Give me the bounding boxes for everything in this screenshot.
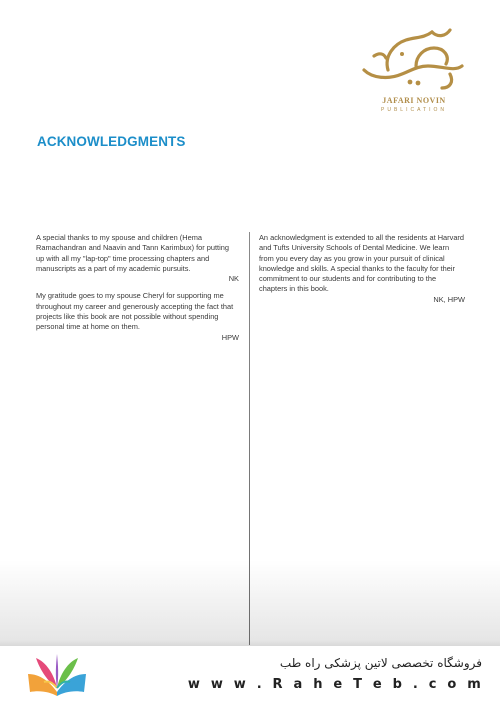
left-column xyxy=(36,233,239,343)
book-logo-icon xyxy=(24,652,90,698)
page-title: ACKNOWLEDGMENTS xyxy=(37,134,186,149)
publisher-name: JAFARI NOVIN xyxy=(382,96,446,105)
acknowledgment-paragraph: An acknowledgment is extended to all the residents at Harvard and Tufts University Schools of Dental Medicine. We learn from you every day as you grow in your pursuit of clinical knowledge and skills. A special thanks to the faculty for their commitment to our students and for contributing to the chapters in this book. xyxy=(259,233,464,294)
right-column xyxy=(259,233,465,305)
store-url[interactable]: w w w . R a h e T e b . c o m xyxy=(187,677,484,692)
calligraphy-emblem-icon xyxy=(358,26,470,96)
footer-banner xyxy=(0,646,500,700)
acknowledgment-paragraph: A special thanks to my spouse and children (Hema Ramachandran and Naavin and Tann Karimbux) for putting up with all my "lap-top" time processing chapters and manuscripts as a part of my academic pursuits. xyxy=(36,233,229,273)
store-title: فروشگاه تخصصی لاتین پزشکی راه طب xyxy=(279,656,482,670)
acknowledgment-paragraph: My gratitude goes to my spouse Cheryl for supporting me throughout my career and generously accepting the fact that projects like this book are not possible without spending personal time at home on them. xyxy=(36,291,234,332)
column-divider xyxy=(249,232,250,645)
signature: HPW xyxy=(221,332,239,342)
publisher-subtitle: PUBLICATION xyxy=(381,107,447,113)
signature: NK xyxy=(228,274,239,284)
signature: NK, HPW xyxy=(433,294,465,304)
publisher-logo xyxy=(352,26,476,120)
